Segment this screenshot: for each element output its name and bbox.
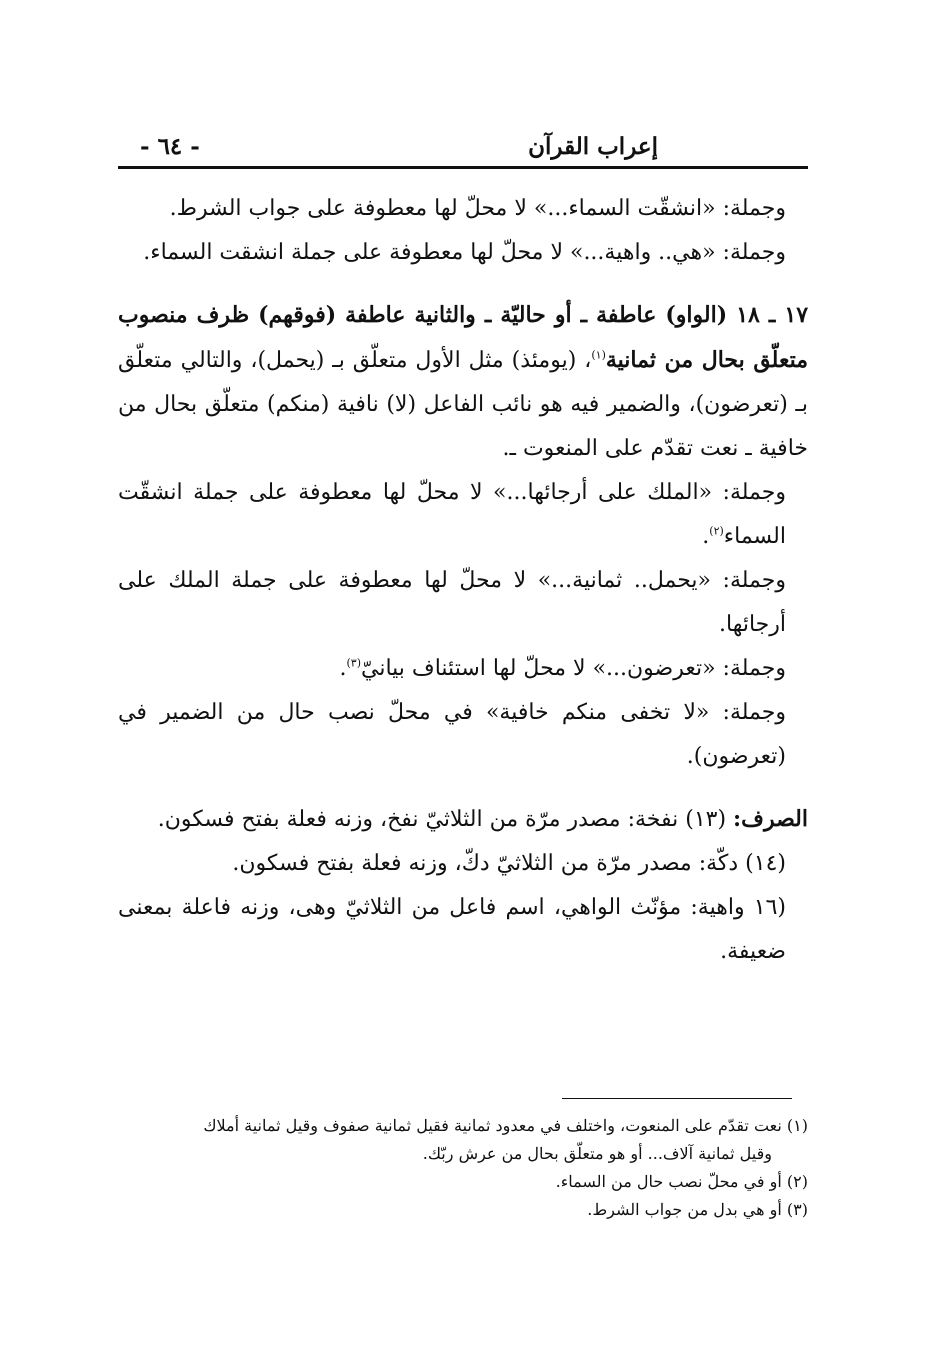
footnote: وقيل ثمانية آلاف... أو هو متعلّق بحال من عرش ربّك.: [422, 1144, 772, 1163]
paragraph-text: ١٧ ـ ١٨ (الواو) عاطفة ـ أو حاليّة ـ والثانية عاطفة (فوقهم) ظرف منصوب متعلّق بحال من ثمانية: [118, 302, 809, 373]
paragraph-text: وجملة: «تعرضون...» لا محلّ لها استئناف بيانيّ: [360, 656, 786, 681]
page-header: [118, 120, 808, 169]
paragraph: وجملة: «لا تخفى منكم خافية» في محلّ نصب حال من الضمير في (تعرضون).: [118, 700, 786, 769]
paragraph: (١٤) دكّة: مصدر مرّة من الثلاثيّ دكّ، وزنه فعلة بفتح فسكون.: [232, 851, 786, 876]
paragraph: [118, 471, 808, 559]
paragraph-text: .: [702, 524, 710, 549]
paragraph: [118, 797, 808, 842]
paragraph: (١٦ واهية: مؤنّث الواهي، اسم فاعل من الثلاثيّ وهى، وزنه فاعلة بمعنى ضعيفة.: [118, 895, 786, 964]
footnotes: [118, 1112, 808, 1224]
footnote-divider: [562, 1098, 792, 1099]
footnote-ref: (٢): [709, 524, 724, 538]
footnote: (٢) أو في محلّ نصب حال من السماء.: [555, 1172, 808, 1191]
page-number: - ٦٤ -: [140, 133, 200, 160]
paragraph-text: (١٣) نفخة: مصدر مرّة من الثلاثيّ نفخ، وزنه فعلة بفتح فسكون.: [157, 807, 734, 832]
footnote-ref: (٣): [346, 656, 361, 670]
footnote: (٣) أو هي بدل من جواب الشرط.: [587, 1200, 808, 1219]
paragraph: [118, 293, 808, 471]
paragraph-text: ، (يومئذ) مثل الأول متعلّق بـ (يحمل)، والتالي متعلّق بـ (تعرضون)، والضمير فيه هو نائب الفاعل (لا) نافية (منكم) متعلّق بحال من خافية ـ نعت تقدّم على المنعوت ـ.: [118, 348, 808, 461]
paragraph-text: .: [339, 656, 347, 681]
paragraph-text: وجملة: «الملك على أرجائها...» لا محلّ لها معطوفة على جملة انشقّت السماء: [118, 480, 786, 549]
page-body: [118, 187, 808, 974]
book-title: إعراب القرآن: [528, 133, 658, 160]
paragraph: [118, 647, 808, 691]
page: [118, 120, 808, 974]
paragraph: وجملة: «يحمل.. ثمانية...» لا محلّ لها معطوفة على جملة الملك على أرجائها.: [118, 568, 786, 637]
footnote: (١) نعت تقدّم على المنعوت، واختلف في معدود ثمانية فقيل ثمانية صفوف وقيل ثمانية أملاك: [203, 1116, 808, 1135]
section-label: الصرف:: [733, 806, 808, 832]
paragraph: وجملة: «هي.. واهية...» لا محلّ لها معطوفة على جملة انشقت السماء.: [143, 240, 786, 265]
paragraph: وجملة: «انشقّت السماء...» لا محلّ لها معطوفة على جواب الشرط.: [169, 196, 786, 221]
footnote-ref: (١): [591, 348, 606, 362]
